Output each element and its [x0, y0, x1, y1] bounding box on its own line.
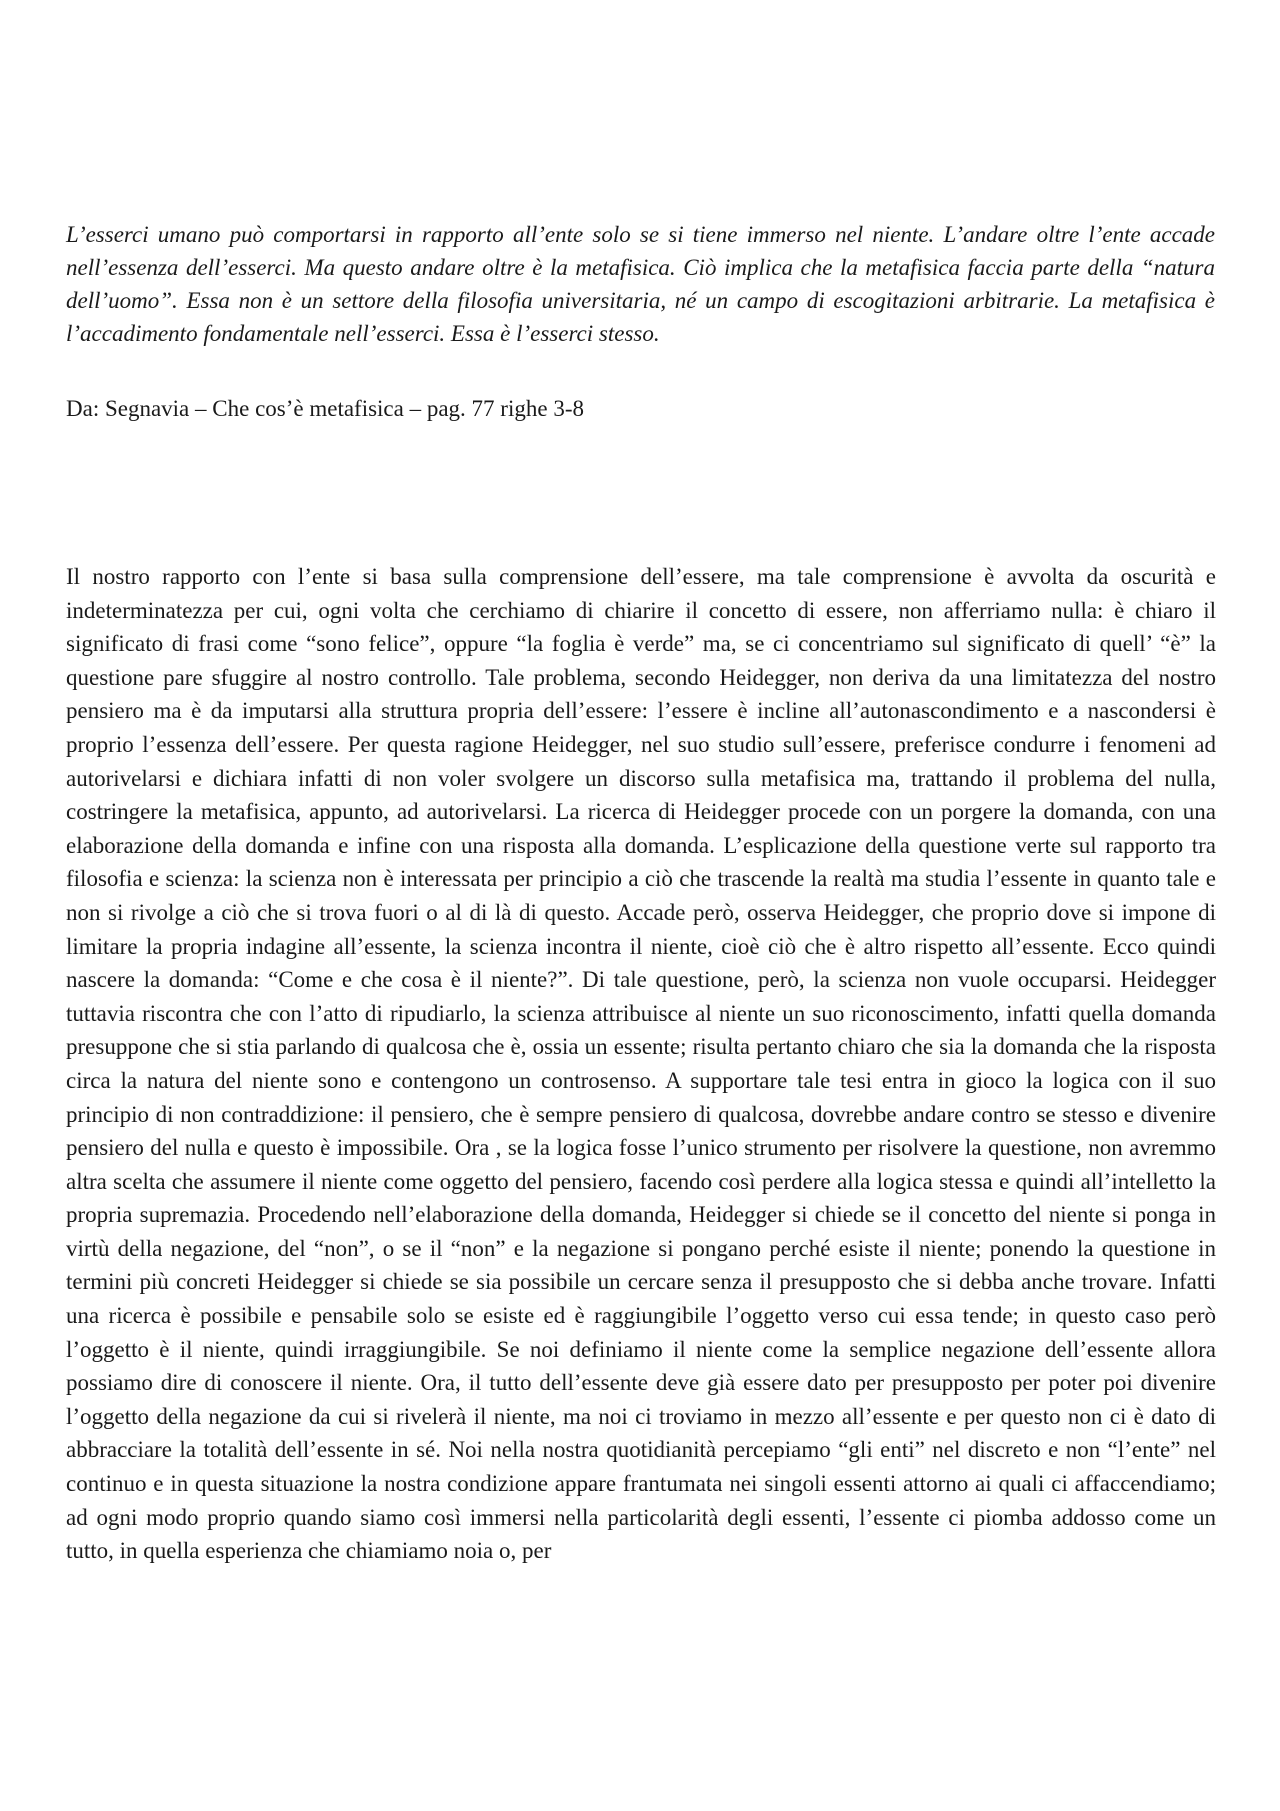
heidegger-quote: L’esserci umano può comportarsi in rapporto all’ente solo se si tiene immerso nel niente. L’andare oltre l’ente accade nell’essenza dell’esserci. Ma questo andare oltre è la metafisica. Ciò implica che la metafisica faccia parte della “natura dell’uomo”. Essa non è un settore della filosofia universitaria, né un campo di escogitazioni arbitrarie. La metafisica è l’accadimento fondamentale nell’esserci. Essa è l’esserci stesso.: [66, 222, 1215, 346]
quote-source: Da: Segnavia – Che cos’è metafisica – pag. 77 righe 3-8: [66, 396, 584, 421]
essay-paragraph: Il nostro rapporto con l’ente si basa sulla comprensione dell’essere, ma tale comprensione è avvolta da oscurità e indeterminatezza per cui, ogni volta che cerchiamo di chiarire il concetto di essere, non afferriamo nulla: è chiaro il significato di frasi come “sono felice”, oppure “la foglia è verde” ma, se ci concentriamo sul significato di quell’ “è” la questione pare sfuggire al nostro controllo. Tale problema, secondo Heidegger, non deriva da una limitatezza del nostro pensiero ma è da imputarsi alla struttura propria dell’essere: l’essere è incline all’autonascondimento e a nascondersi è proprio l’essenza dell’essere. Per questa ragione Heidegger, nel suo studio sull’essere, preferisce condurre i fenomeni ad autorivelarsi e dichiara infatti di non voler svolgere un discorso sulla metafisica ma, trattando il problema del nulla, costringere la metafisica, appunto, ad autorivelarsi. La ricerca di Heidegger procede con un porgere la domanda, con una elaborazione della domanda e infine con una risposta alla domanda. L’esplicazione della questione verte sul rapporto tra filosofia e scienza: la scienza non è interessata per principio a ciò che trascende la realtà ma studia l’essente in quanto tale e non si rivolge a ciò che si trova fuori o al di là di questo. Accade però, osserva Heidegger, che proprio dove si impone di limitare la propria indagine all’essente, la scienza incontra il niente, cioè ciò che è altro rispetto all’essente. Ecco quindi nascere la domanda: “Come e che cosa è il niente?”. Di tale questione, però, la scienza non vuole occuparsi. Heidegger tuttavia riscontra che con l’atto di ripudiarlo, la scienza attribuisce al niente un suo riconoscimento, infatti quella domanda presuppone che si stia parlando di qualcosa che è, ossia un essente; risulta pertanto chiaro che sia la domanda che la risposta circa la natura del niente sono e contengono un controsenso. A supportare tale tesi entra in gioco la logica con il suo principio di non contraddizione: il pensiero, che è sempre pensiero di qualcosa, dovrebbe andare contro se stesso e divenire pensiero del nulla e questo è impossibile. Ora , se la logica fosse l’unico strumento per risolvere la questione, non avremmo altra scelta che assumere il niente come oggetto del pensiero, facendo così perdere alla logica stessa e quindi all’intelletto la propria supremazia. Procedendo nell’elaborazione della domanda, Heidegger si chiede se il concetto del niente si ponga in virtù della negazione, del “non”, o se il “non” e la negazione si pongano perché esiste il niente; ponendo la questione in termini più concreti Heidegger si chiede se sia possibile un cercare senza il presupposto che si debba anche trovare. Infatti una ricerca è possibile e pensabile solo se esiste ed è raggiungibile l’oggetto verso cui essa tende; in questo caso però l’oggetto è il niente, quindi irraggiungibile. Se noi definiamo il niente come la semplice negazione dell’essente allora possiamo dire di conoscere il niente. Ora, il tutto dell’essente deve già essere dato per presupposto per poter poi divenire l’oggetto della negazione da cui si rivelerà il niente, ma noi ci troviamo in mezzo all’essente e per questo non ci è dato di abbracciare la totalità dell’essente in sé. Noi nella nostra quotidianità percepiamo “gli enti” nel discreto e non “l’ente” nel continuo e in questa situazione la nostra condizione appare frantumata nei singoli essenti attorno ai quali ci affaccendiamo; ad ogni modo proprio quando siamo così immersi nella particolarità degli essenti, l’essente ci piomba addosso come un tutto, in quella esperienza che chiamiamo noia o, per: [66, 564, 1216, 1564]
